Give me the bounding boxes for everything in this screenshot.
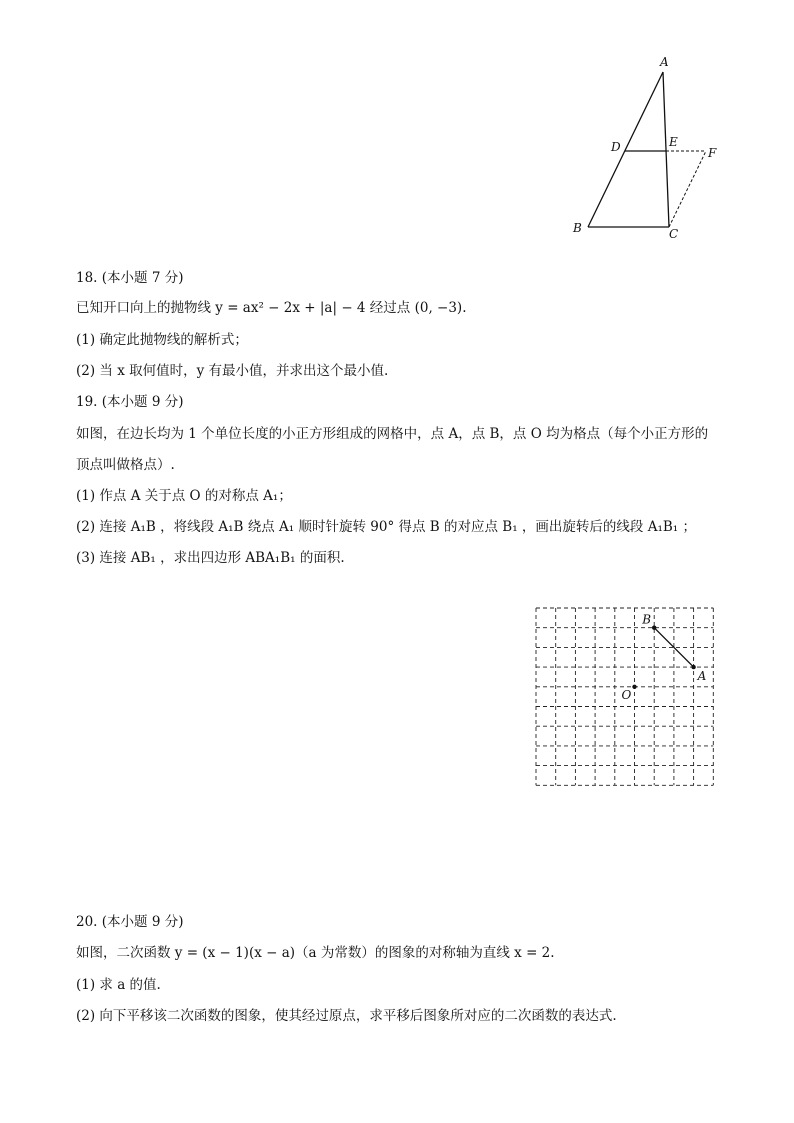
label-B: B	[642, 612, 652, 627]
point-O	[632, 685, 636, 689]
q19-part3: (3) 连接 AB₁ ，求出四边形 ABA₁B₁ 的面积.	[76, 550, 345, 566]
q20-part1: (1) 求 a 的值.	[76, 977, 161, 993]
label-A: A	[660, 55, 669, 69]
q20-stem: 如图，二次函数 y = (x − 1)(x − a)（a 为常数）的图象的对称轴为直线 x = 2.	[76, 945, 555, 961]
q20-header: 20. (本小题 9 分)	[76, 914, 184, 930]
q19-part2: (2) 连接 A₁B ，将线段 A₁B 绕点 A₁ 顺时针旋转 90° 得点 B 的对应点 B₁ ，画出旋转后的线段 A₁B₁ ；	[76, 519, 696, 535]
q18-part2: (2) 当 x 取何值时，y 有最小值，并求出这个最小值.	[76, 363, 389, 379]
label-A: A	[697, 669, 707, 684]
label-E: E	[669, 135, 678, 149]
q20-part2: (2) 向下平移该二次函数的图象，使其经过原点，求平移后图象所对应的二次函数的表达式.	[76, 1008, 617, 1024]
label-F: F	[708, 146, 717, 160]
q18-stem: 已知开口向上的抛物线 y = ax² − 2x + |a| − 4 经过点 (0, −3).	[76, 300, 467, 316]
label-C: C	[669, 227, 679, 241]
point-B	[652, 626, 656, 630]
q19-stem-line1: 如图，在边长均为 1 个单位长度的小正方形组成的网格中，点 A，点 B，点 O 均为格点（每个小正方形的	[76, 426, 709, 442]
dashed-CF	[669, 151, 706, 227]
q19-part1: (1) 作点 A 关于点 O 的对称点 A₁；	[76, 488, 292, 504]
segment-AB	[654, 628, 693, 667]
label-O: O	[621, 687, 632, 702]
grid-figure	[0, 590, 794, 810]
side-AC	[663, 72, 669, 227]
label-D: D	[611, 140, 621, 154]
q19-header: 19. (本小题 9 分)	[76, 394, 184, 410]
side-AB	[588, 72, 663, 227]
q19-stem-line2: 顶点叫做格点）.	[76, 457, 175, 473]
point-A	[691, 665, 695, 669]
label-B: B	[573, 221, 582, 235]
q18-part1: (1) 确定此抛物线的解析式；	[76, 332, 248, 348]
q18-header: 18. (本小题 7 分)	[76, 270, 184, 286]
triangle-figure	[0, 0, 794, 260]
